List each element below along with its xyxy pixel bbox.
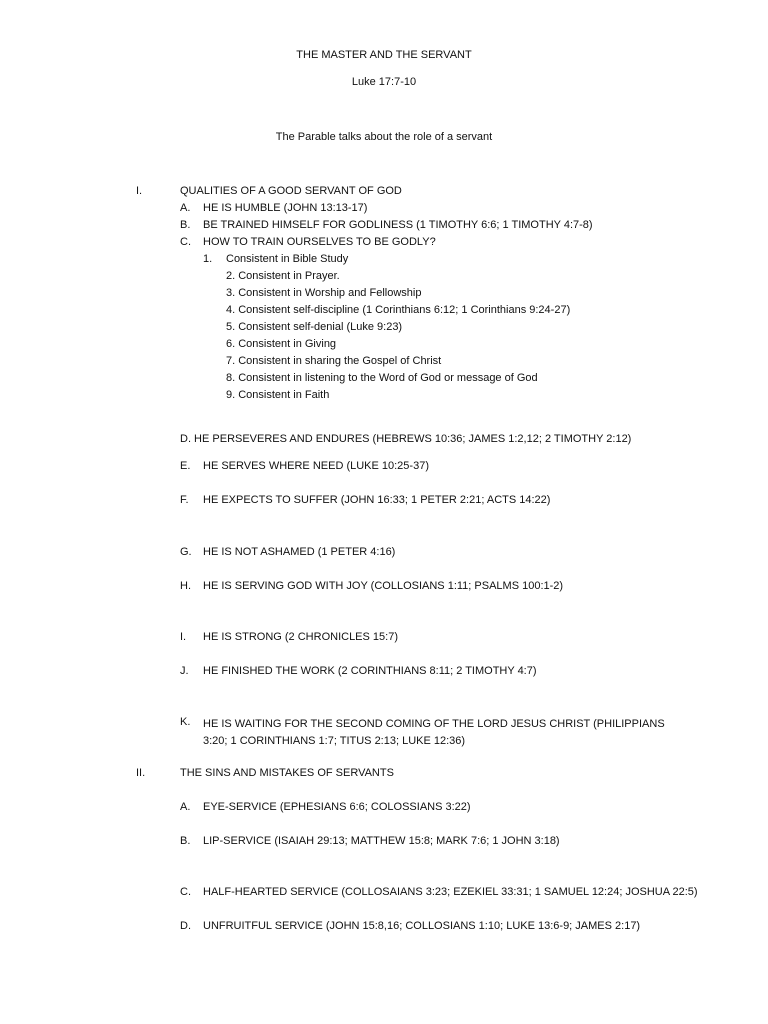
- item-letter: J.: [180, 665, 189, 677]
- sublist-item: 8. Consistent in listening to the Word of God or message of God: [226, 372, 538, 384]
- scripture-reference: Luke 17:7-10: [351, 76, 417, 88]
- item-letter: A.: [180, 202, 191, 214]
- item-letter: A.: [180, 801, 191, 813]
- section-1-numeral: I.: [136, 185, 143, 197]
- sublist-item: 3. Consistent in Worship and Fellowship: [226, 287, 422, 299]
- item-letter: C.: [180, 236, 191, 248]
- document-title: THE MASTER AND THE SERVANT: [296, 49, 472, 61]
- item-text: EYE-SERVICE (EPHESIANS 6:6; COLOSSIANS 3:22): [203, 801, 471, 813]
- item-text: LIP-SERVICE (ISAIAH 29:13; MATTHEW 15:8; MARK 7:6; 1 JOHN 3:18): [203, 835, 560, 847]
- sublist-item: Consistent in Bible Study: [226, 253, 349, 265]
- item-letter: F.: [180, 494, 189, 506]
- item-letter: I.: [180, 631, 187, 643]
- item-text: HE IS SERVING GOD WITH JOY (COLLOSIANS 1:11; PSALMS 100:1-2): [203, 580, 564, 592]
- item-text: HALF-HEARTED SERVICE (COLLOSAIANS 3:23; EZEKIEL 33:31; 1 SAMUEL 12:24; JOSHUA 22:5): [203, 886, 698, 898]
- item-letter: B.: [180, 835, 191, 847]
- sublist-item: 6. Consistent in Giving: [226, 338, 337, 350]
- intro-line: The Parable talks about the role of a servant: [275, 131, 493, 143]
- item-text: HOW TO TRAIN OURSELVES TO BE GODLY?: [203, 236, 436, 248]
- item-text: HE FINISHED THE WORK (2 CORINTHIANS 8:11; 2 TIMOTHY 4:7): [203, 665, 537, 677]
- item-text: UNFRUITFUL SERVICE (JOHN 15:8,16; COLLOSIANS 1:10; LUKE 13:6-9; JAMES 2:17): [203, 920, 641, 932]
- sublist-item: 7. Consistent in sharing the Gospel of Christ: [226, 355, 442, 367]
- item-letter: K.: [180, 716, 191, 728]
- item-text: BE TRAINED HIMSELF FOR GODLINESS (1 TIMOTHY 6:6; 1 TIMOTHY 4:7-8): [203, 219, 593, 231]
- sublist-number: 1.: [203, 253, 213, 265]
- item-letter: E.: [180, 460, 191, 472]
- sublist-item: 9. Consistent in Faith: [226, 389, 330, 401]
- item-text: HE IS HUMBLE (JOHN 13:13-17): [203, 202, 368, 214]
- sublist-item: 2. Consistent in Prayer.: [226, 270, 340, 282]
- item-text: HE SERVES WHERE NEED (LUKE 10:25-37): [203, 460, 429, 472]
- item-text: HE IS STRONG (2 CHRONICLES 15:7): [203, 631, 398, 643]
- section-2-heading: THE SINS AND MISTAKES OF SERVANTS: [180, 767, 394, 779]
- section-1-heading: QUALITIES OF A GOOD SERVANT OF GOD: [180, 185, 402, 197]
- item-letter: B.: [180, 219, 191, 231]
- sublist-item: 5. Consistent self-denial (Luke 9:23): [226, 321, 403, 333]
- section-2-numeral: II.: [136, 767, 146, 779]
- item-letter: C.: [180, 886, 191, 898]
- item-d-line: D. HE PERSEVERES AND ENDURES (HEBREWS 10:36; JAMES 1:2,12; 2 TIMOTHY 2:12): [180, 433, 632, 445]
- item-letter: D.: [180, 920, 191, 932]
- item-text: HE IS NOT ASHAMED (1 PETER 4:16): [203, 546, 396, 558]
- item-letter: G.: [180, 546, 192, 558]
- item-text: HE EXPECTS TO SUFFER (JOHN 16:33; 1 PETER 2:21; ACTS 14:22): [203, 494, 551, 506]
- item-letter: H.: [180, 580, 191, 592]
- item-text: HE IS WAITING FOR THE SECOND COMING OF THE LORD JESUS CHRIST (PHILIPPIANS 3:20; 1 CORINTHIANS 1:7; TITUS 2:13; LUKE 12:36): [203, 718, 665, 747]
- sublist-item: 4. Consistent self-discipline (1 Corinthians 6:12; 1 Corinthians 9:24-27): [226, 304, 571, 316]
